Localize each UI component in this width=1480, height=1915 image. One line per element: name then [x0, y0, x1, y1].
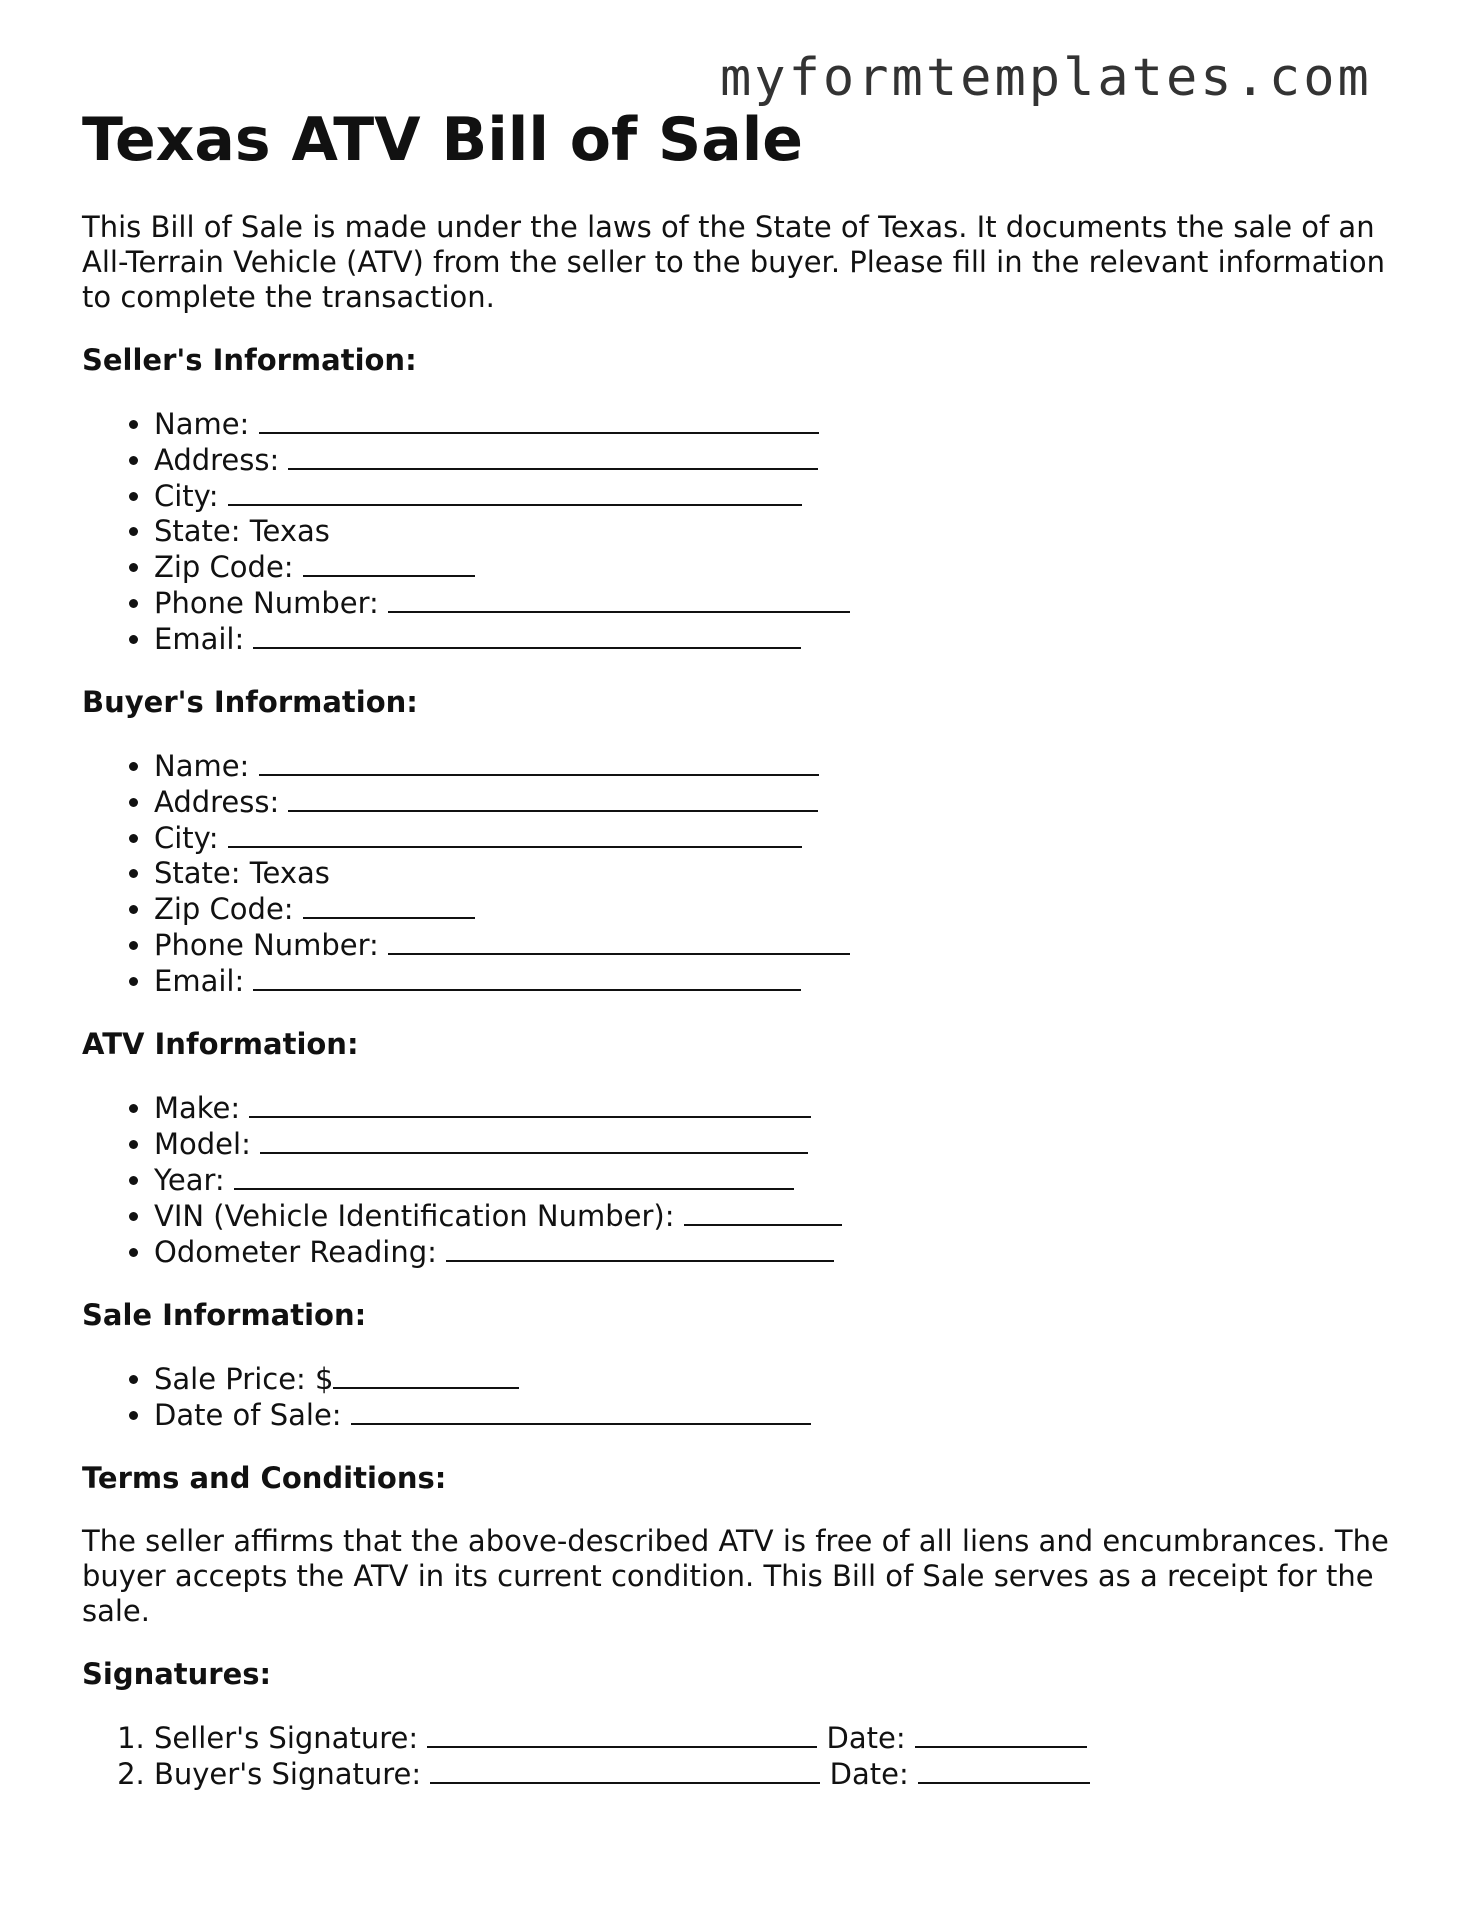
- atv-year-item: [154, 1162, 1402, 1198]
- buyer-address-field[interactable]: [288, 784, 818, 812]
- atv-vin-field[interactable]: [684, 1198, 842, 1226]
- seller-zip-label: Zip Code:: [154, 550, 294, 584]
- seller-address-item: [154, 442, 1402, 478]
- buyer-signature-field[interactable]: [430, 1756, 820, 1784]
- atv-year-label: Year:: [154, 1163, 225, 1197]
- intro-paragraph: This Bill of Sale is made under the laws of the State of Texas. It documents the sale of an All-Terrain Vehicle (ATV) from the seller to the buyer. Please fill in the relevant information to complete the transaction.: [82, 210, 1385, 314]
- seller-name-field[interactable]: [259, 406, 819, 434]
- sale-price-label: Sale Price: $: [154, 1362, 334, 1396]
- buyer-address-item: [154, 784, 1402, 820]
- buyer-signature-item: [154, 1756, 1402, 1792]
- buyer-zip-field[interactable]: [303, 891, 475, 919]
- atv-make-label: Make:: [154, 1091, 241, 1125]
- buyer-name-item: [154, 748, 1402, 784]
- atv-odometer-label: Odometer Reading:: [154, 1235, 437, 1269]
- sale-date-label: Date of Sale:: [154, 1398, 342, 1432]
- seller-signature-date-field[interactable]: [915, 1720, 1087, 1748]
- terms-paragraph: The seller affirms that the above-described ATV is free of all liens and encumbrances. The buyer accepts the ATV in its current condition. This Bill of Sale serves as a receipt for the sale.: [82, 1524, 1389, 1628]
- seller-city-item: [154, 478, 1402, 514]
- atv-list: [82, 1090, 1402, 1270]
- seller-phone-label: Phone Number:: [154, 586, 379, 620]
- seller-email-label: Email:: [154, 622, 245, 656]
- seller-city-field[interactable]: [228, 478, 802, 506]
- atv-make-field[interactable]: [249, 1090, 811, 1118]
- seller-address-label: Address:: [154, 443, 280, 477]
- watermark: myformtemplates.com: [720, 48, 1372, 108]
- terms-heading: Terms and Conditions:: [82, 1461, 447, 1495]
- seller-zip-field[interactable]: [303, 549, 475, 577]
- document-page: [82, 100, 1402, 1792]
- sale-price-item: [154, 1361, 1402, 1397]
- atv-odometer-field[interactable]: [446, 1234, 834, 1262]
- atv-model-item: [154, 1126, 1402, 1162]
- seller-signature-date-label: Date:: [826, 1721, 906, 1755]
- seller-email-field[interactable]: [253, 621, 801, 649]
- buyer-heading: Buyer's Information:: [82, 685, 418, 719]
- sale-list: [82, 1361, 1402, 1433]
- seller-address-field[interactable]: [288, 442, 818, 470]
- seller-list: [82, 406, 1402, 657]
- atv-model-field[interactable]: [260, 1126, 808, 1154]
- buyer-phone-item: [154, 927, 1402, 963]
- page-title: Texas ATV Bill of Sale: [82, 105, 803, 175]
- sale-date-item: [154, 1397, 1402, 1433]
- seller-signature-item: [154, 1720, 1402, 1756]
- buyer-email-item: [154, 963, 1402, 999]
- atv-vin-item: [154, 1198, 1402, 1234]
- seller-signature-label: Seller's Signature:: [154, 1721, 419, 1755]
- buyer-city-item: [154, 820, 1402, 856]
- signatures-list: [82, 1720, 1402, 1792]
- buyer-signature-date-label: Date:: [829, 1757, 909, 1791]
- buyer-name-field[interactable]: [259, 748, 819, 776]
- buyer-name-label: Name:: [154, 749, 250, 783]
- seller-city-label: City:: [154, 479, 219, 513]
- buyer-list: [82, 748, 1402, 999]
- sale-date-field[interactable]: [351, 1397, 811, 1425]
- atv-model-label: Model:: [154, 1127, 251, 1161]
- seller-phone-field[interactable]: [388, 585, 850, 613]
- buyer-state-item: • State: Texas: [154, 856, 1402, 891]
- seller-signature-field[interactable]: [427, 1720, 817, 1748]
- buyer-signature-date-field[interactable]: [918, 1756, 1090, 1784]
- sale-price-field[interactable]: [333, 1361, 519, 1389]
- buyer-email-label: Email:: [154, 964, 245, 998]
- seller-heading: Seller's Information:: [82, 343, 417, 377]
- buyer-signature-label: Buyer's Signature:: [154, 1757, 422, 1791]
- buyer-city-label: City:: [154, 821, 219, 855]
- seller-zip-item: [154, 549, 1402, 585]
- buyer-phone-field[interactable]: [388, 927, 850, 955]
- seller-email-item: [154, 621, 1402, 657]
- buyer-zip-label: Zip Code:: [154, 892, 294, 926]
- buyer-email-field[interactable]: [253, 963, 801, 991]
- buyer-city-field[interactable]: [228, 820, 802, 848]
- atv-make-item: [154, 1090, 1402, 1126]
- buyer-phone-label: Phone Number:: [154, 928, 379, 962]
- atv-odometer-item: [154, 1234, 1402, 1270]
- buyer-address-label: Address:: [154, 785, 280, 819]
- atv-vin-label: VIN (Vehicle Identification Number):: [154, 1199, 675, 1233]
- atv-year-field[interactable]: [234, 1162, 794, 1190]
- seller-state-item: • State: Texas: [154, 514, 1402, 549]
- signatures-heading: Signatures:: [82, 1657, 272, 1691]
- seller-phone-item: [154, 585, 1402, 621]
- seller-name-label: Name:: [154, 407, 250, 441]
- atv-heading: ATV Information:: [82, 1027, 359, 1061]
- seller-name-item: [154, 406, 1402, 442]
- buyer-zip-item: [154, 891, 1402, 927]
- sale-heading: Sale Information:: [82, 1298, 367, 1332]
